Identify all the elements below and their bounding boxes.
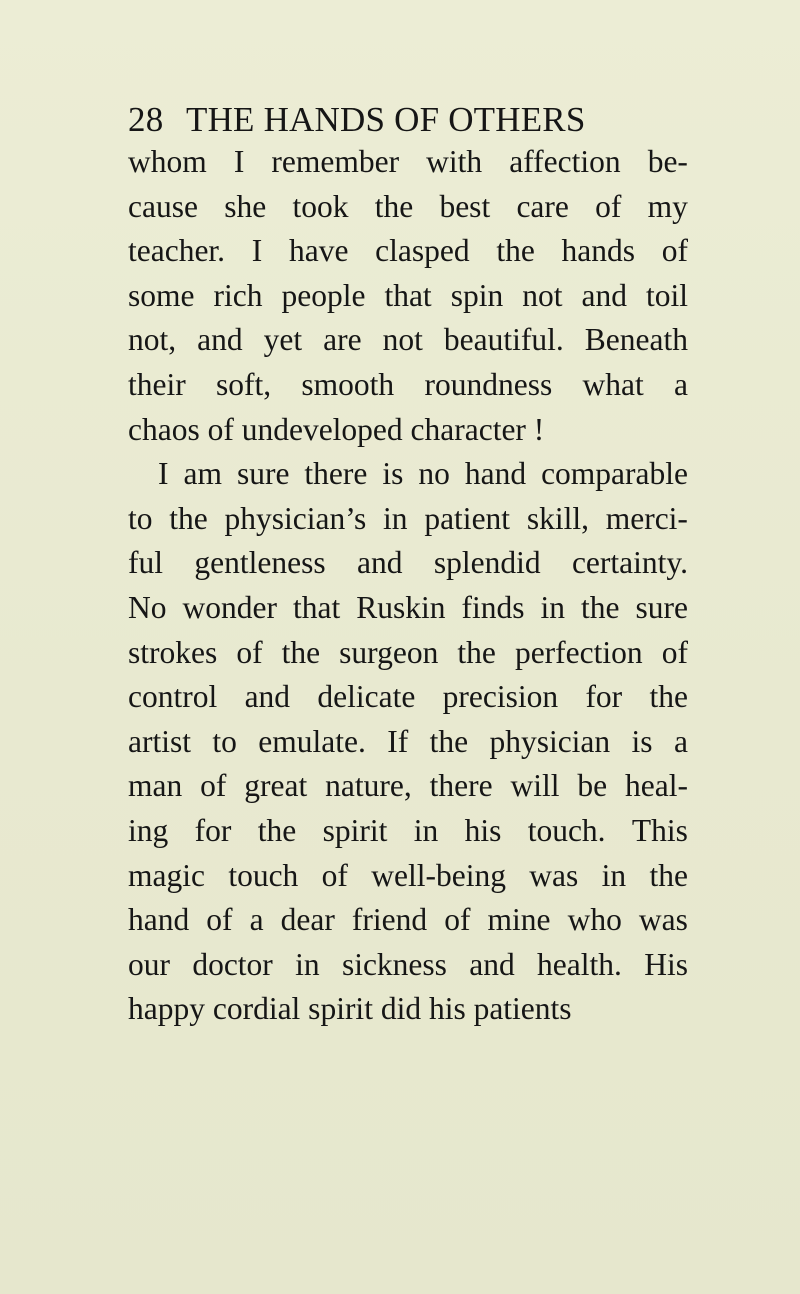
text-line: our doctor in sickness and health. His bbox=[128, 946, 688, 982]
page-number: 28 bbox=[128, 100, 164, 139]
text-line: teacher. I have clasped the hands of bbox=[128, 233, 688, 269]
text-line: some rich people that spin not and toil bbox=[128, 277, 688, 313]
text-line: man of great nature, there will be heal- bbox=[128, 768, 688, 804]
text-line: chaos of undeveloped character ! bbox=[128, 411, 545, 447]
text-line: not, and yet are not beautiful. Beneath bbox=[128, 322, 688, 358]
text-line: whom I remember with affection be- bbox=[128, 144, 688, 179]
text-line: hand of a dear friend of mine who was bbox=[128, 902, 688, 938]
text-line: magic touch of well-being was in the bbox=[128, 857, 688, 893]
text-line: ful gentleness and splendid certainty. bbox=[128, 545, 688, 581]
page-header bbox=[128, 98, 688, 142]
text-line: control and delicate precision for the bbox=[128, 679, 688, 715]
text-line: their soft, smooth roundness what a bbox=[128, 366, 688, 402]
text-line: happy cordial spirit did his patients bbox=[128, 991, 572, 1027]
paragraph-first-line: I am sure there is no hand comparable bbox=[158, 456, 688, 492]
text-line: to the physician’s in patient skill, merci- bbox=[128, 500, 688, 536]
text-line: No wonder that Ruskin finds in the sure bbox=[128, 589, 688, 625]
body-text bbox=[128, 140, 688, 1032]
text-line: artist to emulate. If the physician is a bbox=[128, 723, 688, 759]
text-line: ing for the spirit in his touch. This bbox=[128, 812, 688, 848]
text-line: strokes of the surgeon the perfection of bbox=[128, 634, 688, 670]
text-line: cause she took the best care of my bbox=[128, 188, 688, 224]
running-head: THE HANDS OF OTHERS bbox=[186, 100, 586, 139]
